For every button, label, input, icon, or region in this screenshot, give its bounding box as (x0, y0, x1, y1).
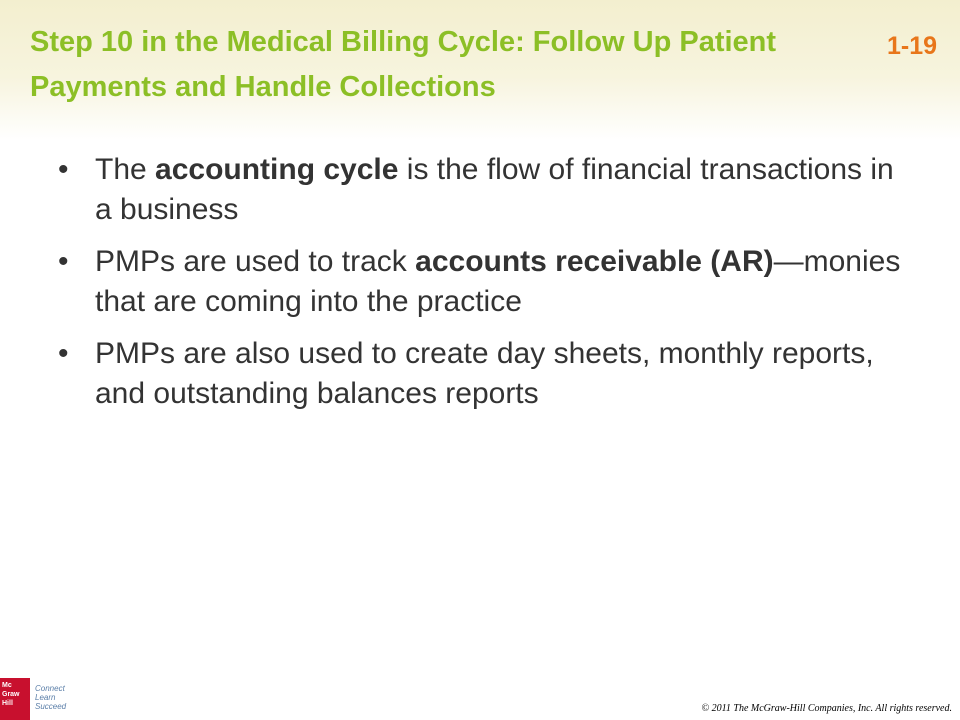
bullet-item (58, 242, 918, 322)
slide-title: Step 10 in the Medical Billing Cycle: Follow Up Patient Payments and Handle Collections (30, 26, 777, 103)
tagline-line: Connect (35, 684, 65, 693)
bullet-text: —monies that are coming into the practice (95, 245, 901, 318)
bullet-emphasis: accounting cycle (155, 153, 399, 186)
bullet-text: The (95, 153, 156, 186)
tagline-line: Learn (35, 693, 56, 702)
bullet-dot-icon: • (58, 245, 69, 278)
logo-line: Graw (2, 691, 20, 698)
bullet-dot-icon: • (58, 153, 69, 186)
bullet-emphasis: accounts receivable (AR) (415, 245, 774, 278)
logo-tagline (35, 684, 66, 711)
logo-line: Hill (2, 700, 13, 707)
mcgraw-hill-logo (0, 678, 90, 720)
bullet-item (58, 150, 918, 230)
bullet-text: PMPs are also used to create day sheets, monthly reports, and outstanding balances reports (95, 337, 874, 410)
bullet-text: PMPs are used to track (95, 245, 416, 278)
copyright-notice: © 2011 The McGraw-Hill Companies, Inc. All rights reserved. (701, 703, 952, 714)
bullet-dot-icon: • (58, 337, 69, 370)
bullet-item (58, 334, 918, 414)
logo-line: Mc (2, 682, 12, 689)
slide-number: 1-19 (887, 32, 938, 60)
tagline-line: Succeed (35, 702, 67, 711)
bullet-text: is the flow of financial transactions in a business (95, 153, 894, 226)
logo-mark-icon (0, 678, 30, 720)
bullet-list (58, 150, 918, 426)
